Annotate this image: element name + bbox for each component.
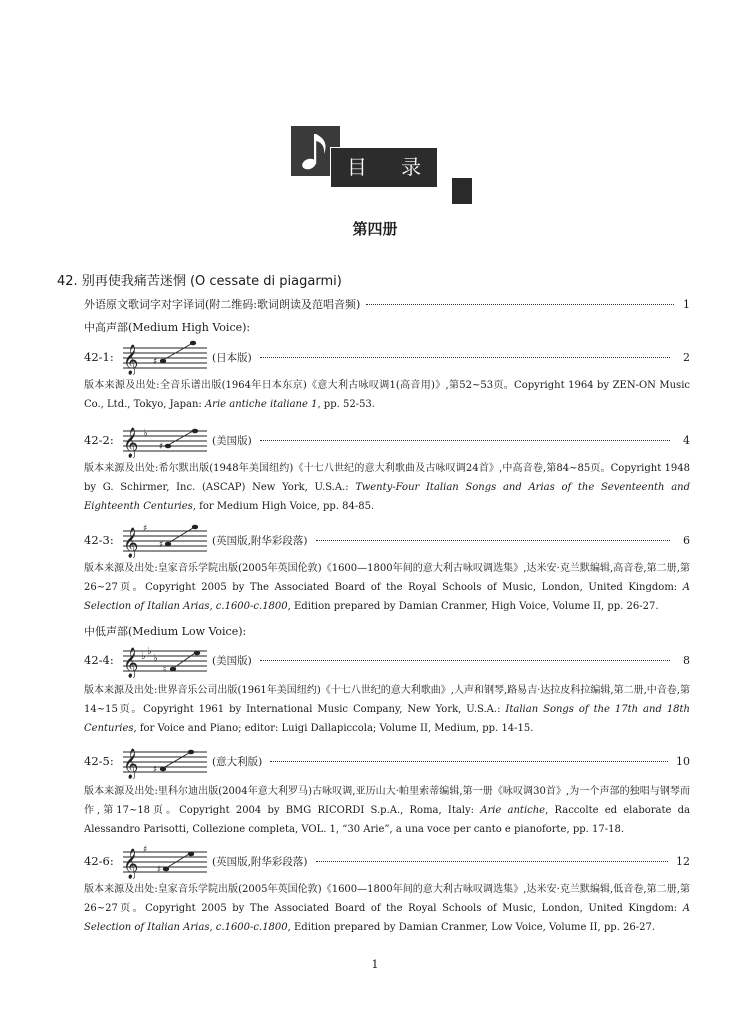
edition-label: (美国版) — [212, 434, 252, 447]
page-number: 1 — [371, 958, 379, 971]
intro-line[interactable] — [84, 296, 690, 312]
source-note: 版本来源及出处:希尔默出版(1948年美国纽约)《十七八世纪的意大利歌曲及古咏叹调24首》,中高音卷,第84~85页。Copyright 1948 by G. Schirmer, Inc. (ASCAP) New York, U.S.A.: Twenty-Four Italian Songs and Arias of the Seventeenth and Eighteenth Centuries, for Medium High Voice, pp. 84-85. — [84, 463, 690, 512]
section-number: 42. — [57, 274, 78, 289]
staff-range-icon — [121, 422, 209, 458]
entry-page: 6 — [683, 533, 690, 547]
staff-range-icon — [121, 843, 209, 879]
svg-text:♮: ♮ — [163, 665, 167, 675]
leader-dots — [366, 304, 674, 305]
leader-dots — [260, 660, 670, 661]
intro-text: 外语原文歌词字对字译词(附二维码:歌词朗读及范唱音频) — [84, 298, 361, 311]
source-note: 版本来源及出处:里科尔迪出版(2004年意大利罗马)古咏叹调,亚历山大·帕里索蒂编辑,第一册《咏叹调30首》,为一个声部的独唱与钢琴而作,第17~18页。Copyright 2004 by BMG RICORDI S.p.A., Roma, Italy: Arie antiche, Raccolte ed elaborate da Alessandro Parisotti, Collezione completa, VOL. 1, “30 Arie”, a una voce per canto e pianoforte, pp. 17-18. — [84, 786, 690, 835]
svg-text:♭: ♭ — [141, 651, 146, 662]
svg-text:♭: ♭ — [153, 653, 158, 664]
entry-page: 4 — [683, 433, 690, 447]
svg-text:♯: ♯ — [143, 524, 148, 534]
leader-dots — [260, 440, 670, 441]
svg-text:𝄞: 𝄞 — [123, 849, 139, 879]
page-title: 目 录 — [346, 155, 436, 179]
svg-text:♭: ♭ — [147, 646, 152, 657]
svg-text:𝄞: 𝄞 — [123, 528, 139, 558]
svg-text:♯: ♯ — [157, 865, 162, 875]
svg-text:𝄞: 𝄞 — [123, 345, 139, 375]
svg-text:𝄞: 𝄞 — [123, 648, 139, 678]
svg-text:♯: ♯ — [143, 845, 148, 855]
leader-dots — [260, 357, 670, 358]
staff-range-icon — [121, 522, 209, 558]
header-square — [452, 178, 472, 204]
toc-entry-42-3[interactable] — [84, 522, 690, 558]
voice-low-label: 中低声部(Medium Low Voice): — [84, 625, 247, 638]
svg-text:♯: ♯ — [159, 540, 164, 550]
source-note: 版本来源及出处:全音乐谱出版(1964年日本东京)《意大利古咏叹调1(高音用)》,第52~53页。Copyright 1964 by ZEN-ON Music Co., Ltd., Tokyo, Japan: Arie antiche italiane 1, pp. 52-53. — [84, 380, 690, 410]
entry-id: 42-3: — [84, 533, 114, 547]
svg-text:𝄞: 𝄞 — [123, 749, 139, 779]
entry-id: 42-6: — [84, 854, 114, 868]
entry-id: 42-4: — [84, 653, 114, 667]
leader-dots — [316, 861, 668, 862]
svg-text:♯: ♯ — [153, 357, 158, 367]
entry-page: 2 — [683, 350, 690, 364]
entry-page: 12 — [676, 854, 690, 868]
toc-entry-42-1[interactable] — [84, 339, 690, 375]
toc-entry-42-4[interactable] — [84, 642, 690, 678]
leader-dots — [316, 540, 670, 541]
svg-text:♯: ♯ — [153, 765, 158, 775]
edition-label: (日本版) — [212, 351, 252, 364]
source-note: 版本来源及出处:皇家音乐学院出版(2005年英国伦敦)《1600—1800年间的意大利古咏叹调选集》,达米安·克兰默编辑,高音卷,第二册,第26~27页。Copyright 2005 by The Associated Board of the Royal Schools of Music, London, United Kingdom: A Selection of Italian Arias, c.1600-c.1800, Edition prepared by Damian Cranmer, High Voice, Volume II, pp. 26-27. — [84, 563, 690, 612]
section-title: 别再使我痛苦迷惘 (O cessate di piagarmi) — [81, 274, 342, 289]
source-note: 版本来源及出处:皇家音乐学院出版(2005年英国伦敦)《1600—1800年间的意大利古咏叹调选集》,达米安·克兰默编辑,低音卷,第二册,第26~27页。Copyright 2005 by The Associated Board of the Royal Schools of Music, London, United Kingdom: A Selection of Italian Arias, c.1600-c.1800, Edition prepared by Damian Cranmer, Low Voice, Volume II, pp. 26-27. — [84, 884, 690, 933]
entry-id: 42-2: — [84, 433, 114, 447]
edition-label: (英国版,附华彩段落) — [212, 534, 308, 547]
svg-text:♭: ♭ — [143, 428, 148, 439]
toc-entry-42-5[interactable] — [84, 743, 690, 779]
toc-entry-42-2[interactable] — [84, 422, 690, 458]
entry-page: 10 — [676, 754, 690, 768]
edition-label: (美国版) — [212, 654, 252, 667]
svg-text:𝄞: 𝄞 — [123, 428, 139, 458]
entry-id: 42-5: — [84, 754, 114, 768]
staff-range-icon — [121, 642, 209, 678]
staff-range-icon — [121, 339, 209, 375]
voice-high-label: 中高声部(Medium High Voice): — [84, 321, 251, 334]
source-note: 版本来源及出处:世界音乐公司出版(1961年美国纽约)《十七八世纪的意大利歌曲》,人声和钢琴,路易吉·达拉皮科拉编辑,第二册,中音卷,第14~15页。Copyright 1961 by International Music Company, New York, U.S.A.: Italian Songs of the 17th and 18th Centuries, for Voice and Piano; editor: Luigi Dallapiccola; Volume II, Medium, pp. 14-15. — [84, 685, 690, 734]
edition-label: (意大利版) — [212, 755, 263, 768]
volume-subtitle: 第四册 — [352, 220, 398, 238]
entry-id: 42-1: — [84, 350, 114, 364]
section-heading — [57, 270, 342, 289]
entry-page: 8 — [683, 653, 690, 667]
toc-entry-42-6[interactable] — [84, 843, 690, 879]
leader-dots — [270, 761, 668, 762]
staff-range-icon — [121, 743, 209, 779]
intro-page: 1 — [683, 298, 690, 311]
edition-label: (英国版,附华彩段落) — [212, 855, 308, 868]
svg-text:♯: ♯ — [159, 442, 164, 452]
